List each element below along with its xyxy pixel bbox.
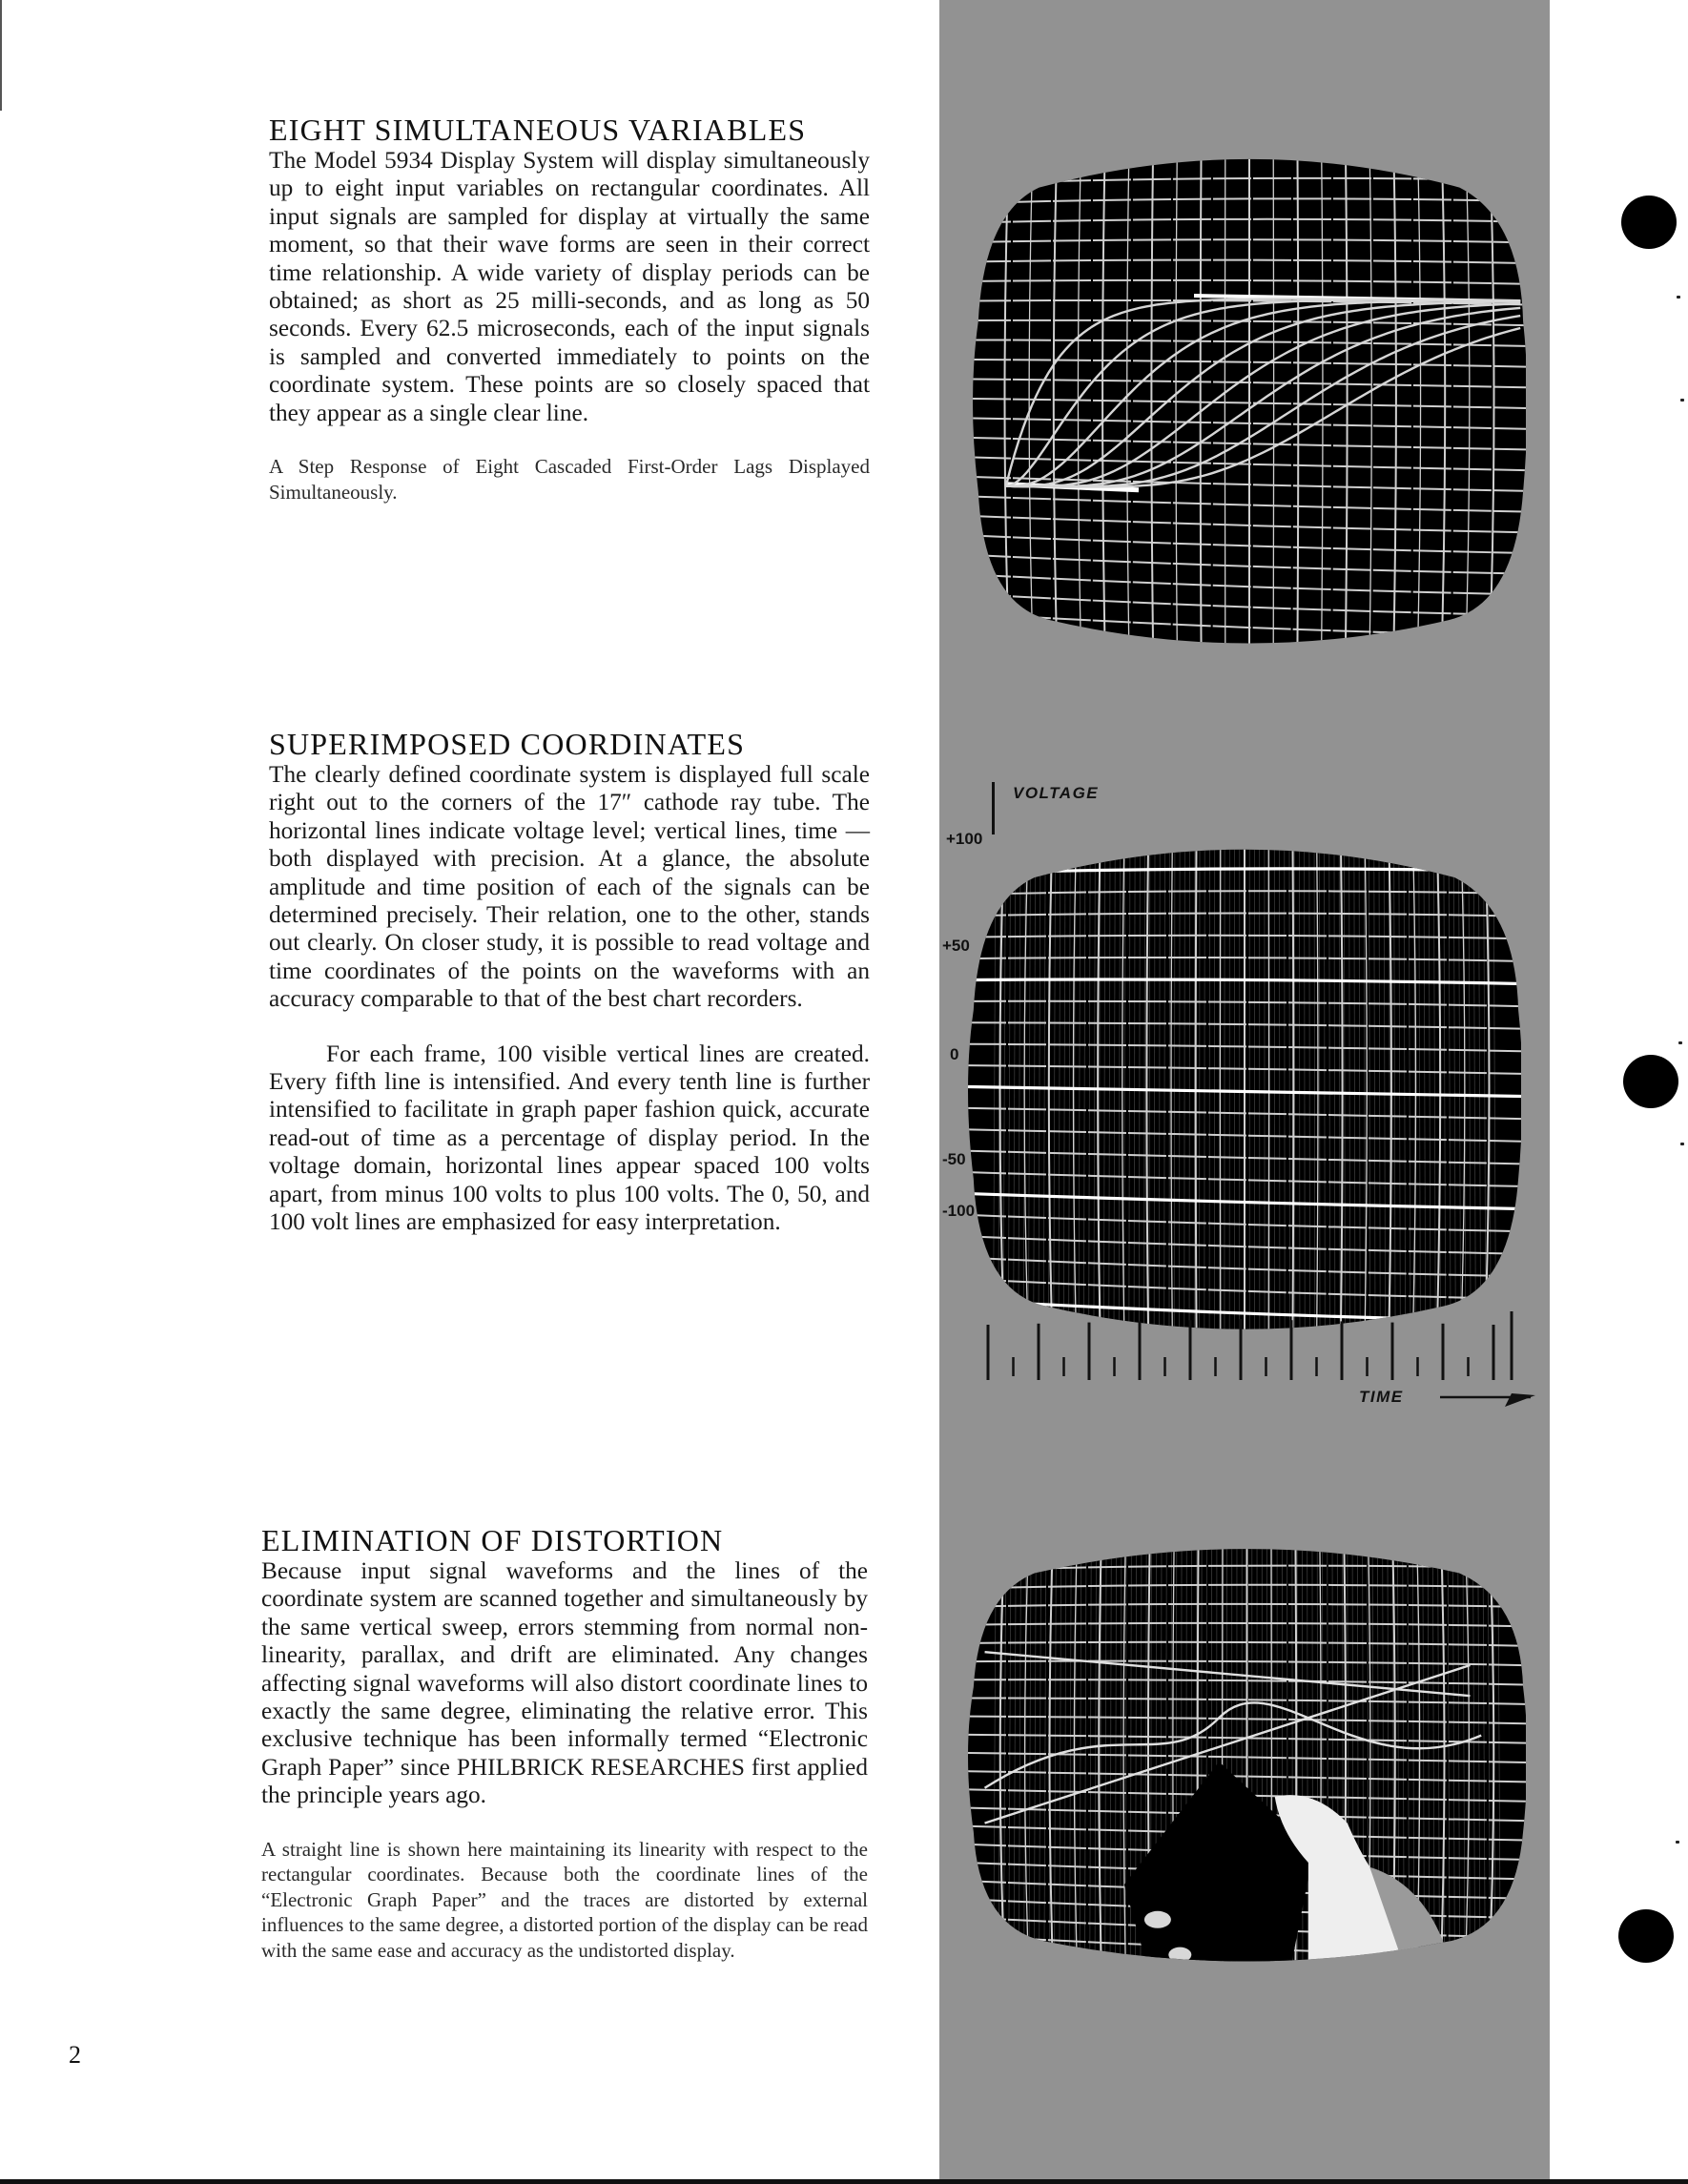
finger-tip xyxy=(1168,1947,1191,1963)
vertical-grid-line xyxy=(1196,832,1197,1342)
crt-coordinates-figure xyxy=(968,832,1521,1342)
paragraph: The clearly defined coordinate system is displayed full scale right out to the corners of the 17″ cathode ray tube. The horizontal lines indicate voltage level; vertical lines, time — both displayed with precision. At a glance, the absolute amplitude and time position of each of the signals can be determined precisely. Their relation, one to the other, stands out clearly. On closer study, it is possible to read voltage and time coordinates of the points on the waveforms with an accuracy comparable to that of the best chart recorders. xyxy=(269,761,870,1013)
coordinate-grid-display xyxy=(968,832,1521,1342)
time-axis xyxy=(982,1311,1554,1416)
binder-hole xyxy=(1623,1055,1678,1108)
section-superimposed-coordinates xyxy=(269,727,870,1237)
binder-hole xyxy=(1621,196,1677,249)
fine-vertical-line xyxy=(1299,832,1300,1342)
vertical-grid-line xyxy=(1292,832,1293,1342)
speck xyxy=(1680,399,1684,402)
distorted-display xyxy=(968,1534,1526,1972)
speck xyxy=(1677,296,1680,299)
y-tick-label: -50 xyxy=(942,1150,966,1168)
section-eight-variables xyxy=(269,113,870,525)
fine-vertical-line xyxy=(1189,832,1190,1342)
bottom-edge-rule xyxy=(0,2179,1688,2184)
heading-superimposed-coordinates: SUPERIMPOSED COORDINATES xyxy=(269,727,746,761)
figure-caption: A Step Response of Eight Cascaded First-Order Lags Displayed Simultaneously. xyxy=(269,455,870,504)
left-edge-rule xyxy=(0,0,2,111)
heading-eight-variables: EIGHT SIMULTANEOUS VARIABLES xyxy=(269,113,807,147)
paragraph: The Model 5934 Display System will display simultaneously up to eight input variables on rectangular coordinates. All input signals are sampled for display at virtually the same moment, so that their wave forms are seen in their correct time relationship. A wide variety of display periods can be obtained; as short as 25 milli-seconds, and as long as 50 seconds. Every 62.5 microseconds, each of the input signals is sampled and converted immediately to points on the coordinate system. These points are so closely spaced that they appear as a single clear line. xyxy=(269,147,870,426)
speck xyxy=(1678,1041,1682,1044)
speck xyxy=(1676,1841,1679,1844)
section-elimination-of-distortion xyxy=(261,1523,868,1983)
y-tick-label: -100 xyxy=(942,1202,976,1220)
time-arrow-head xyxy=(1505,1393,1535,1407)
speck xyxy=(1680,1143,1684,1145)
time-axis-label: TIME xyxy=(1359,1388,1404,1406)
heading-elimination-of-distortion: ELIMINATION OF DISTORTION xyxy=(261,1523,724,1557)
page-number: 2 xyxy=(69,2041,81,2069)
voltage-axis-label: VOLTAGE xyxy=(1013,784,1100,802)
binder-hole xyxy=(1618,1909,1674,1963)
crt-step-response-figure xyxy=(973,141,1526,656)
voltage-axis-arrow xyxy=(992,782,995,834)
crt-distortion-figure xyxy=(968,1534,1526,1972)
step-response-display xyxy=(973,141,1526,656)
figure-caption: A straight line is shown here maintaining its linearity with respect to the rectangular coordinates. Because both the coordinate lines of the “Electronic Graph Paper” and the traces are distorted by external influences to the same degree, a distorted portion of the display can be read with the same ease and accuracy as the undistorted display. xyxy=(261,1837,868,1962)
finger-tip xyxy=(1144,1911,1171,1928)
y-tick-label: +100 xyxy=(946,830,983,848)
y-tick-label: +50 xyxy=(942,937,970,955)
paragraph: Because input signal waveforms and the lines of the coordinate system are scanned together and simultaneously by the same vertical sweep, errors stemming from normal non-linearity, parallax, and drift are eliminated. Any changes affecting signal waveforms will also distort coordinate lines to exactly the same degree, eliminating the relative error. This exclusive technique has been informally termed “Electronic Graph Paper” since PHILBRICK RESEARCHES first applied the principle years ago. xyxy=(261,1557,868,1809)
paragraph: For each frame, 100 visible vertical lines are created. Every fifth line is intensified. And every tenth line is further intensified to facilitate in graph paper fashion quick, accurate read-out of time as a percentage of display period. In the voltage domain, horizontal lines appear spaced 100 volts apart, from minus 100 volts to plus 100 volts. The 0, 50, and 100 volt lines are emphasized for easy interpretation. xyxy=(269,1040,870,1236)
y-tick-label: 0 xyxy=(950,1045,959,1063)
